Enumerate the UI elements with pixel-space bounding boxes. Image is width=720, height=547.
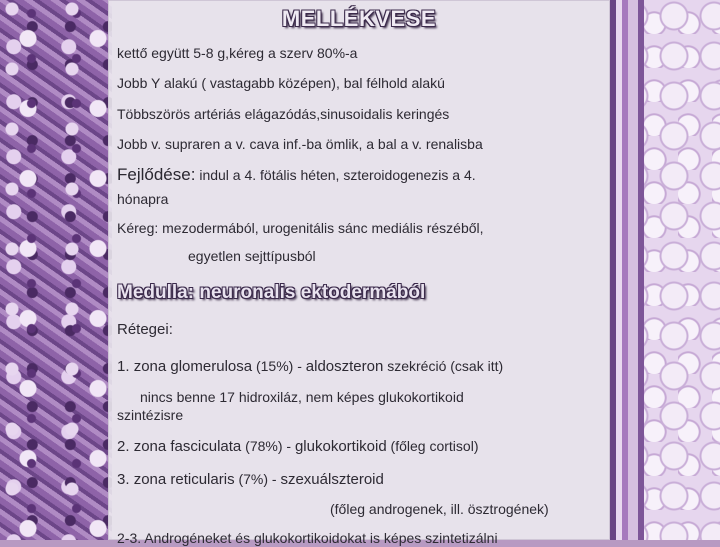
zona-name: zona reticularis [133, 471, 235, 488]
cortex-origin-continuation: egyetlen sejttípusból [188, 248, 316, 264]
reticularis-note: (főleg androgenek, ill. ösztrogének) [330, 501, 549, 517]
zona-percent: (7%) - [234, 471, 281, 487]
text-line-veins: Jobb v. supraren a v. cava inf.-ba ömlik, a bal a v. renalisba [117, 136, 483, 152]
zona-product: szexuálszteroid [280, 471, 384, 488]
text-line-shape: Jobb Y alakú ( vastagabb középen), bal félhold alakú [117, 75, 445, 91]
zona-name: zona fasciculata [133, 438, 242, 455]
text-line-weight: kettő együtt 5-8 g,kéreg a szerv 80%-a [117, 45, 358, 61]
last-line-partial: 2-3. Androgéneket és glukokortikoidokat is képes szintetizálni [117, 530, 498, 546]
development-text: indul a 4. fötális héten, szteroidogenezis a 4. [195, 167, 476, 183]
slide-title: MELLÉKVESE [281, 6, 437, 31]
histology-background-right [610, 0, 720, 540]
development-continuation: hónapra [117, 191, 169, 207]
glomerulosa-note-continuation: szintézisre [117, 407, 184, 423]
zona-number: 3. [117, 471, 134, 488]
zona-reticularis-line [117, 470, 384, 489]
zona-tail: szekréció (csak itt) [383, 358, 504, 374]
zona-product: aldoszteron [305, 358, 384, 375]
zona-percent: (15%) - [252, 358, 306, 374]
zona-name: zona glomerulosa [133, 358, 253, 375]
zona-number: 2. [117, 438, 134, 455]
medulla-heading: Medulla: neuronalis ektodermából [117, 282, 426, 303]
histology-background-left [0, 0, 112, 540]
zona-percent: (78%) - [241, 438, 295, 454]
zona-fasciculata-line [117, 437, 478, 456]
glomerulosa-note: nincs benne 17 hidroxiláz, nem képes glukokortikoid [140, 389, 464, 405]
development-line [117, 166, 476, 184]
cortex-origin-line: Kéreg: mezodermából, urogenitális sánc mediális részéből, [117, 220, 484, 236]
zona-glomerulosa-line [117, 357, 503, 376]
zona-tail: (főleg cortisol) [386, 438, 479, 454]
layers-heading: Rétegei: [117, 321, 173, 338]
zona-number: 1. [117, 358, 134, 375]
development-label: Fejlődése: [117, 165, 196, 184]
zona-product: glukokortikoid [294, 438, 387, 455]
text-line-arteries: Többszörös artériás elágazódás,sinusoidalis keringés [117, 106, 450, 122]
